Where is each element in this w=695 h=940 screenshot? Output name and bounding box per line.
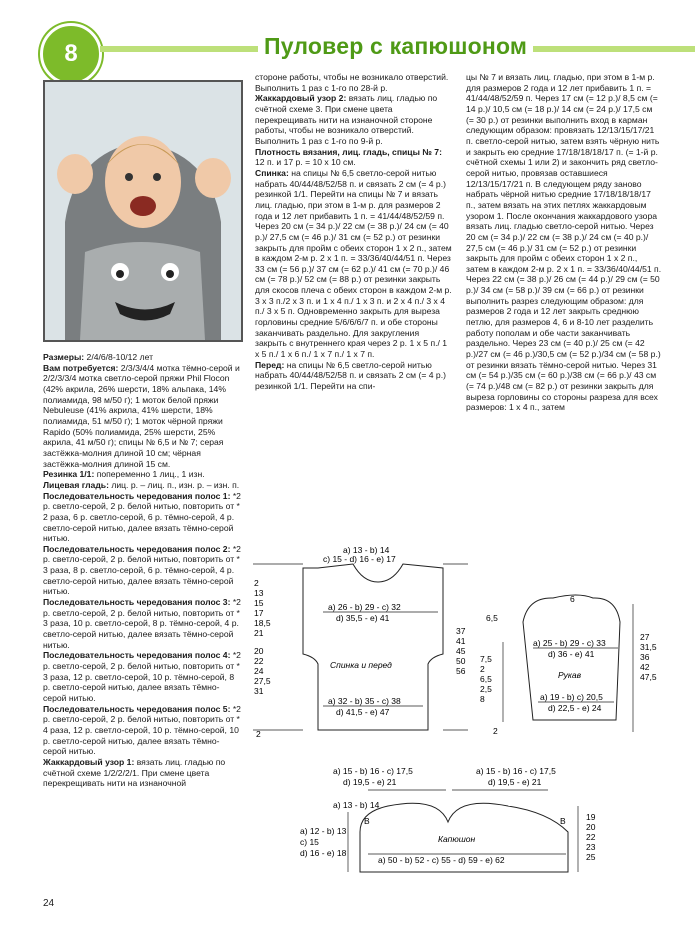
sleeve-upper-width: a) 25 - b) 29 - c) 33 [533,638,606,648]
sleeve-top: 6 [570,594,575,604]
body-left-label-2: 20 [254,646,264,656]
sleeve-left-label: 2,5 [480,684,492,694]
body-right-dimensions [456,626,466,676]
body-top-width-2: c) 15 - d) 16 - e) 17 [323,554,396,564]
sleeve-lower-width-2: d) 22,5 - e) 24 [548,703,602,713]
hood-point-b-left: B [364,816,370,826]
hood-top-left-2: d) 19,5 - e) 21 [343,777,397,787]
body-left-label: 17 [254,608,264,618]
body-right-label: 45 [456,646,466,656]
sleeve-left-label: 2 [480,664,485,674]
hood-top-right: a) 15 - b) 16 - c) 17,5 [476,766,556,776]
sleeve-upper-width-2: d) 36 - e) 41 [548,649,595,659]
sleeve-left-label: 7,5 [480,654,492,664]
hood-top-left: a) 15 - b) 16 - c) 17,5 [333,766,413,776]
hood-bottom-width: a) 50 - b) 52 - c) 55 - d) 59 - e) 62 [378,855,505,865]
sleeve-right-dimensions [640,632,657,682]
hood-right-label: 22 [586,832,596,842]
hood-right-label: 20 [586,822,596,832]
body-left-label: 21 [254,628,264,638]
sleeve-right-label: 47,5 [640,672,657,682]
sleeve-left-label: 6,5 [480,674,492,684]
hood-label: Капюшон [438,834,476,844]
column-3: цы № 7 и вязать лиц. гладью, при этом в 1-м р. для размеров 2 года и 12 лет прибавить 1 п. = 41/44/48/52/59 п. Через 17 см (= 12 р.)/ 8,5 см (= 14 р.)/ 10,5 см (= 18 р.)/ 14 см (= 24 р.)/ 17,5 см (= 30 р.) от резинки выполнить вход в карман следующим образом: провязать 12/13/15/17/21 п. светло-серой нитью, затем взять чёрную нить и закрыть ею средние 17/18/18/18/17 п. (= 1-й р. счётной схемы 1 или 2) и закончить ряд светло-серой нитью, провязав оставшиеся 12/13/15/17/21 п. В следующем ряду заново набрать чёрной нитью средние 17/18/18/18/17 п., затем вязать на этих петлях жаккардовым узором 1. После окончания жаккардового узора вязать лиц. гладью светло-серой нитью. Через 20 см (= 34 р.)/ 22 см (= 38 р.)/ 24 см (= 40 р.)/ 27,5 см (= 46 р.)/ 31 см (= 52 р.) от резинки закрыть для пройм с обеих сторон 1 х 2 п., затем в каждом 2-м р. 2 х 1 п. = 33/36/40/44/51 п. Через 22 см (= 38 р.)/ 26 см (= 44 р.)/ 29 см (= 50 р.)/ 34 см (= 58 р.)/ 39 см (= 66 р.) от резинки выполнить разрез следующим образом: для размеров 2 года и 12 лет закрыть среднюю петлю, для размеров 4, 6 и 8-10 лет разделить работу пополам и обе части заканчивать раздельно. Через 23 см (= 40 р.)/ 25 см (= 42 р.)/27 см (= 46 р.)/30,5 см (= 52 р.)/34 см (= 58 р.) от резинки вязать тёмно-серой нитью. Через 31 см (= 54 р.)/35 см (= 60 р.)/38 см (= 66 р.)/ 43 см (= 74 р.)/48 см (= 82 р.) от резинки закрыть для выреза горловины со стороны разреза для всех размеров: 1 х 4 п., затем [466,72,662,413]
body-upper-width-2: d) 35,5 - e) 41 [336,613,390,623]
page-badge: 8 [40,23,102,85]
body-left-label-2: 24 [254,666,264,676]
hood-left-dimensions [300,826,347,858]
sleeve-lower-width: a) 19 - b) c) 20,5 [540,692,603,702]
body-left-label: 15 [254,598,264,608]
body-left-label-2: 27,5 [254,676,271,686]
page-number: 24 [43,898,55,909]
hood-left-label: d) 16 - e) 18 [300,848,347,858]
body-lower-width-2: d) 41,5 - e) 47 [336,707,390,717]
hood-left-label: c) 15 [300,837,319,847]
sleeve-right-label: 42 [640,662,650,672]
body-left-dimensions [254,578,271,696]
column-2: стороне работы, чтобы не возникало отверстий. Выполнить 1 раз с 1-го по 28-й р. Жаккардовый узор 2: вязать лиц. гладью по счётной схеме 3. При смене цвета перекрещивать нити на изнаночной стороне работы, чтобы не возникало отверстий. Выполнить 1 раз с 1-го по 9-й р. Плотность вязания, лиц. гладь, спицы № 7: 12 п. и 17 р. = 10 х 10 см. Спинка: на спицы № 6,5 светло-серой нитью набрать 40/44/48/52/58 п. и связать 2 см (= 4 р.) резинкой 1/1. Перейти на спицы № 7 и вязать лиц. гладью, при этом в 1-м р. для размеров 2 года и 12 лет прибавить 1 п. = 41/44/48/52/59 п. Через 20 см (= 34 р.)/ 22 см (= 38 р.)/ 24 см (= 40 р.)/ 27,5 см (= 46 р.)/ 31 см (= 52 р.) от резинки закрыть для пройм с обеих сторон 1 х 2 п., затем в каждом 2-м р. 2 х 1 п. = 33/36/40/44/51 п. Через 33 см (= 56 р.)/ 37 см (= 62 р.)/ 41 см (= 70 р.)/ 46 см (= 78 р.)/ 52 см (= 88 р.) от резинки закрыть для скосов плеча с обеих сторон в каждом 2-м р. 3 х 3 п./2 х 3 п. и 1 х 4 п./ 1 х 3 п. и 2 х 4 п./ 3 х 4 п./ 3 х 5 п. Одновременно закрыть для выреза горловины средние 5/6/6/6/7 п. и обе стороны заканчивать раздельно. Для закругления закрыть с внутреннего края через 2 р. 1 х 5 п./ 1 х 5 п./ 1 х 6 п./ 1 х 7 п./ 1 х 7 п. Перед: на спицы № 6,5 светло-серой нитью набрать 40/44/48/52/58 п. и связать 2 см (= 4 р.) резинкой 1/1. Перейти на спи- [255,72,452,392]
photo-illustration [45,82,241,340]
sleeve-right-label: 27 [640,632,650,642]
product-photo [43,80,243,342]
body-right-label: 41 [456,636,466,646]
sleeve-label: Рукав [558,670,582,680]
sleeve-right-label: 36 [640,652,650,662]
hood-right-label: 25 [586,852,596,862]
hood-right-dimensions [586,812,596,862]
hood-right-label: 23 [586,842,596,852]
pattern-diagram-hood [248,762,688,912]
body-upper-width: a) 26 - b) 29 - c) 32 [328,602,401,612]
hood-small-top: a) 13 - b) 14 [333,800,380,810]
body-top-width: a) 13 - b) 14 [343,545,390,555]
sleeve-left-label: 8 [480,694,485,704]
body-left-label-2: 31 [254,686,264,696]
hood-left-label: a) 12 - b) 13 [300,826,347,836]
body-right-label: 56 [456,666,466,676]
body-left-label: 13 [254,588,264,598]
hood-point-b-right: B [560,816,566,826]
body-left-label: 2 [254,578,259,588]
page-title: Пуловер с капюшоном [258,33,533,60]
sleeve-left-top: 6,5 [486,613,498,623]
body-right-label: 50 [456,656,466,666]
sleeve-rib-height: 2 [493,726,498,736]
sleeve-left-dimensions [480,654,492,704]
column-1: Размеры: 2/4/6/8-10/12 лет Вам потребуется: 2/3/3/4/4 мотка тёмно-серой и 2/2/3/3/4 мотка светло-серой пряжи Phil Flocon (42% акрила, 26% шерсти, 18% альпака, 14% полиамида, 98 м/50 г); 1 моток белой пряжи Nebuleuse (41% акрила, 41% шерсти, 18% полиамида, 51 м/50 г); 1 моток чёрной пряжи Rapido (50% полиамида, 25% шерсти, 25% акрила, 41 м/50 г); спицы № 6,5 и № 7; серая застёжка-молния длиной 10 см; чёрная застёжка-молния длиной 15 см. Резинка 1/1: попеременно 1 лиц., 1 изн. Лицевая гладь: лиц. р. – лиц. п., изн. р. – изн. п. Последовательность чередования полос 1: *2 р. светло-серой, 2 р. белой нитью, повторить от * 2 раза, 6 р. светло-серой, 6 р. тёмно-серой, 4 р. светло-серой нитью, далее вязать тёмно-серой нитью. Последовательность чередования полос 2: *2 р. светло-серой, 2 р. белой нитью, повторить от * 3 раза, 8 р. светло-серой, 6 р. тёмно-серой, 4 р. светло-серой нитью, далее вязать тёмно-серой нитью. Последовательность чередования полос 3: *2 р. светло-серой, 2 р. белой нитью, повторить от * 3 раза, 10 р. светло-серой, 8 р. тёмно-серой, 4 р. светло-серой нитью, далее вязать тёмно-серой нитью. Последовательность чередования полос 4: *2 р. светло-серой, 2 р. белой нитью, повторить от * 3 раза, 12 р. светло-серой, 10 р. тёмно-серой, 8 р. светло-серой нитью, далее вязать тёмно-серой нитью. Последовательность чередования полос 5: *2 р. светло-серой, 2 р. белой нитью, повторить от * 4 раза, 12 р. светло-серой, 10 р. тёмно-серой, 10 р. светло-серой нитью, далее вязать тёмно-серой нитью. Жаккардовый узор 1: вязать лиц. гладью по счётной схеме 1/2/2/2/1. При смене цвета перекрещивать нити на изнаночной [43,352,241,789]
hood-right-label: 19 [586,812,596,822]
pattern-diagram-body-sleeve [248,542,688,762]
body-right-label: 37 [456,626,466,636]
body-lower-width: a) 32 - b) 35 - c) 38 [328,696,401,706]
body-rib-height: 2 [256,729,261,739]
sleeve-right-label: 31,5 [640,642,657,652]
body-left-label: 18,5 [254,618,271,628]
hood-top-right-2: d) 19,5 - e) 21 [488,777,542,787]
body-label: Спинка и перед [330,660,392,670]
body-left-label-2: 22 [254,656,264,666]
